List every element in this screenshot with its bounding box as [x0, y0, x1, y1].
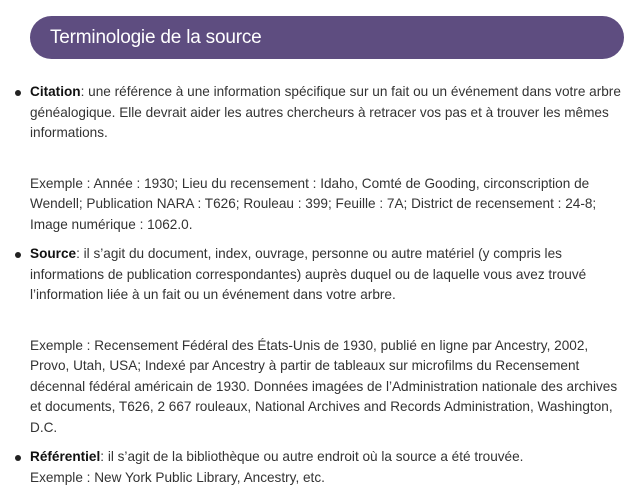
- section-header: [30, 16, 624, 59]
- term-referentiel: [0, 447, 640, 468]
- terminology-list: [0, 82, 640, 488]
- term-definition: : il s’agit du document, index, ouvrage, personne ou autre matériel (y compris les informations de publication correspondantes) auprès duquel ou de laquelle vous avez trouvé l’information liée à un fait ou un événement dans votre arbre.: [30, 246, 586, 302]
- bullet-icon: [15, 90, 21, 96]
- term-example: Exemple : Année : 1930; Lieu du recensement : Idaho, Comté de Gooding, circonscription de Wendell; Publication NARA : T626; Rouleau : 399; Feuille : 7A; District de recensement : 24-8; Image numérique : 1062.0.: [0, 174, 640, 236]
- bullet-icon: [15, 252, 21, 258]
- term-definition: : il s’agit de la bibliothèque ou autre endroit où la source a été trouvée.: [100, 449, 523, 464]
- term-name: Citation: [30, 84, 81, 99]
- term-definition: : une référence à une information spécifique sur un fait ou un événement dans votre arbre généalogique. Elle devrait aider les autres chercheurs à retracer vos pas et à trouver les mêmes informations.: [30, 84, 621, 140]
- term-name: Source: [30, 246, 76, 261]
- term-name: Référentiel: [30, 449, 100, 464]
- term-source: [0, 244, 640, 306]
- section-title: Terminologie de la source: [50, 27, 262, 49]
- bullet-icon: [15, 455, 21, 461]
- term-citation: [0, 82, 640, 144]
- term-example: Exemple : Recensement Fédéral des États-Unis de 1930, publié en ligne par Ancestry, 2002, Provo, Utah, USA; Indexé par Ancestry à partir de tableaux sur microfilms du Recensement décennal fédéral américain de 1930. Données imagées de l’Administration nationale des archives et documents, T626, 2 667 rouleaux, National Archives and Records Administration, Washington, D.C.: [0, 336, 640, 439]
- term-example: Exemple : New York Public Library, Ancestry, etc.: [0, 468, 640, 488]
